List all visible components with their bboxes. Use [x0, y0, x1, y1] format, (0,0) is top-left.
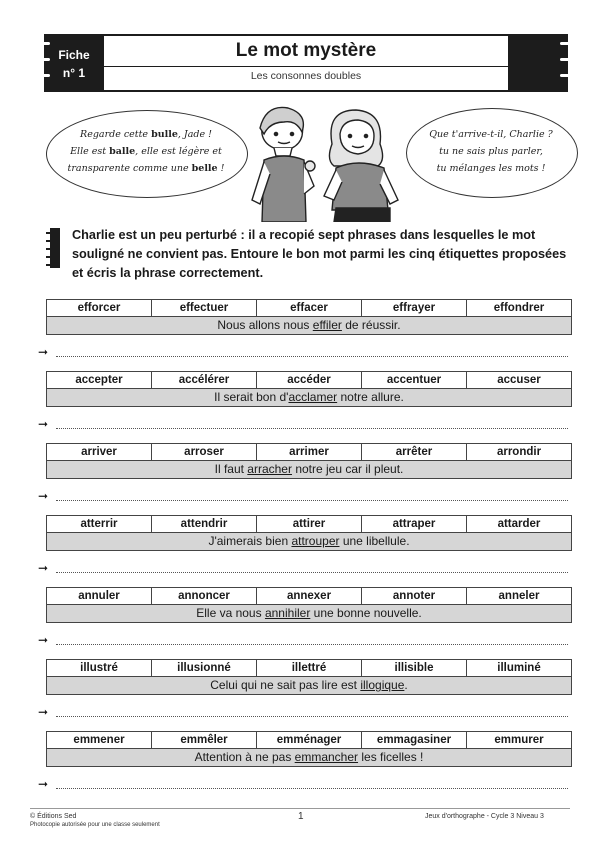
page-subtitle: Les consonnes doubles	[250, 70, 362, 82]
arrow-icon: ➞	[38, 561, 49, 575]
word-options	[46, 443, 572, 461]
word-option[interactable]: annoncer	[152, 588, 257, 604]
arrow-icon: ➞	[38, 705, 49, 719]
footer-series: Jeux d'orthographe - Cycle 3 Niveau 3	[425, 813, 544, 820]
title-box	[104, 34, 508, 92]
faulty-sentence: J'aimerais bien attrouper une libellule.	[46, 532, 572, 551]
answer-line[interactable]	[38, 347, 572, 361]
underlined-word: effiler	[312, 318, 342, 332]
word-option[interactable]: emmagasiner	[362, 732, 467, 748]
fiche-badge	[44, 34, 104, 92]
fiche-number: n° 1	[62, 66, 86, 80]
word-option[interactable]: anneler	[498, 590, 540, 602]
page-number: 1	[298, 811, 304, 822]
word-option[interactable]: illuminé	[497, 662, 541, 674]
notebook-icon	[46, 228, 60, 268]
word-option[interactable]: annuler	[47, 588, 152, 604]
word-option[interactable]: annexer	[257, 588, 362, 604]
word-option[interactable]: arrimer	[257, 444, 362, 460]
underlined-word: attrouper	[291, 534, 340, 548]
word-option[interactable]: arroser	[152, 444, 257, 460]
word-option[interactable]: emmener	[47, 732, 152, 748]
children-illustration	[240, 104, 410, 222]
word-option[interactable]: emmurer	[494, 734, 544, 746]
word-option[interactable]: effacer	[257, 300, 362, 316]
word-option[interactable]: arrondir	[496, 446, 542, 458]
answer-line[interactable]	[38, 635, 572, 649]
page-title: Le mot mystère	[235, 40, 377, 61]
word-option[interactable]: effrayer	[362, 300, 467, 316]
answer-line[interactable]	[38, 563, 572, 577]
word-option[interactable]: attirer	[257, 516, 362, 532]
word-options	[46, 515, 572, 533]
instructions-text: Charlie est un peu perturbé : il a recopié sept phrases dans lesquelles le mot souligné ne convient pas. Entoure le bon mot parmi les cinq étiquettes proposées et écris la phrase correctement.	[72, 228, 567, 280]
underlined-word: arracher	[247, 462, 292, 476]
footer-notice: Photocopie autorisée pour une classe seulement	[30, 822, 160, 828]
worksheet-header	[44, 34, 568, 92]
faulty-sentence: Elle va nous annihiler une bonne nouvelle.	[46, 604, 572, 623]
title-divider	[104, 66, 508, 67]
word-option[interactable]: attarder	[497, 518, 541, 530]
word-options	[46, 587, 572, 605]
footer-divider	[30, 808, 570, 809]
word-option[interactable]: illusionné	[152, 660, 257, 676]
footer-publisher: © Éditions Sed	[30, 813, 77, 820]
arrow-icon: ➞	[38, 417, 49, 431]
word-option[interactable]: emménager	[257, 732, 362, 748]
arrow-icon: ➞	[38, 345, 49, 359]
word-option[interactable]: illustré	[47, 660, 152, 676]
word-option[interactable]: efforcer	[47, 300, 152, 316]
underlined-word: illogique	[360, 678, 405, 692]
word-option[interactable]: effectuer	[152, 300, 257, 316]
underlined-word: annihiler	[264, 606, 311, 620]
word-option[interactable]: accélérer	[152, 372, 257, 388]
word-option[interactable]: arrêter	[362, 444, 467, 460]
faulty-sentence: Il faut arracher notre jeu car il pleut.	[46, 460, 572, 479]
answer-line[interactable]	[38, 419, 572, 433]
answer-line[interactable]	[38, 491, 572, 505]
word-option[interactable]: atterrir	[47, 516, 152, 532]
word-option[interactable]: accéder	[257, 372, 362, 388]
word-option[interactable]: accepter	[47, 372, 152, 388]
faulty-sentence: Nous allons nous effiler de réussir.	[46, 316, 572, 335]
word-option[interactable]: attraper	[362, 516, 467, 532]
word-option[interactable]: emmêler	[152, 732, 257, 748]
faulty-sentence: Attention à ne pas emmancher les ficelles !	[46, 748, 572, 767]
girl-figure	[324, 110, 398, 222]
answer-line[interactable]	[38, 707, 572, 721]
faulty-sentence: Il serait bon d'acclamer notre allure.	[46, 388, 572, 407]
arrow-icon: ➞	[38, 777, 49, 791]
word-option[interactable]: accuser	[497, 374, 541, 386]
word-option[interactable]: annoter	[362, 588, 467, 604]
word-options	[46, 371, 572, 389]
word-options	[46, 299, 572, 317]
word-options	[46, 731, 572, 749]
word-option[interactable]: illettré	[257, 660, 362, 676]
answer-line[interactable]	[38, 779, 572, 793]
fiche-label: Fiche	[58, 48, 90, 62]
speech-bubble-right-text: Que t'arrive-t-il, Charlie ? tu ne sais plus parler, tu mélanges les mots !	[429, 129, 553, 174]
word-option[interactable]: attendrir	[152, 516, 257, 532]
speech-bubble-left-text: Regarde cette bulle, Jade ! Elle est balle, elle est légère et transparente comme une belle !	[67, 129, 225, 174]
header-right-block	[508, 34, 568, 92]
word-option[interactable]: illisible	[362, 660, 467, 676]
underlined-word: emmancher	[294, 750, 359, 764]
word-option[interactable]: arriver	[47, 444, 152, 460]
arrow-icon: ➞	[38, 633, 49, 647]
word-options	[46, 659, 572, 677]
arrow-icon: ➞	[38, 489, 49, 503]
word-option[interactable]: effondrer	[493, 302, 545, 314]
underlined-word: acclamer	[288, 390, 338, 404]
word-option[interactable]: accentuer	[362, 372, 467, 388]
boy-figure	[252, 107, 315, 222]
faulty-sentence: Celui qui ne sait pas lire est illogique.	[46, 676, 572, 695]
